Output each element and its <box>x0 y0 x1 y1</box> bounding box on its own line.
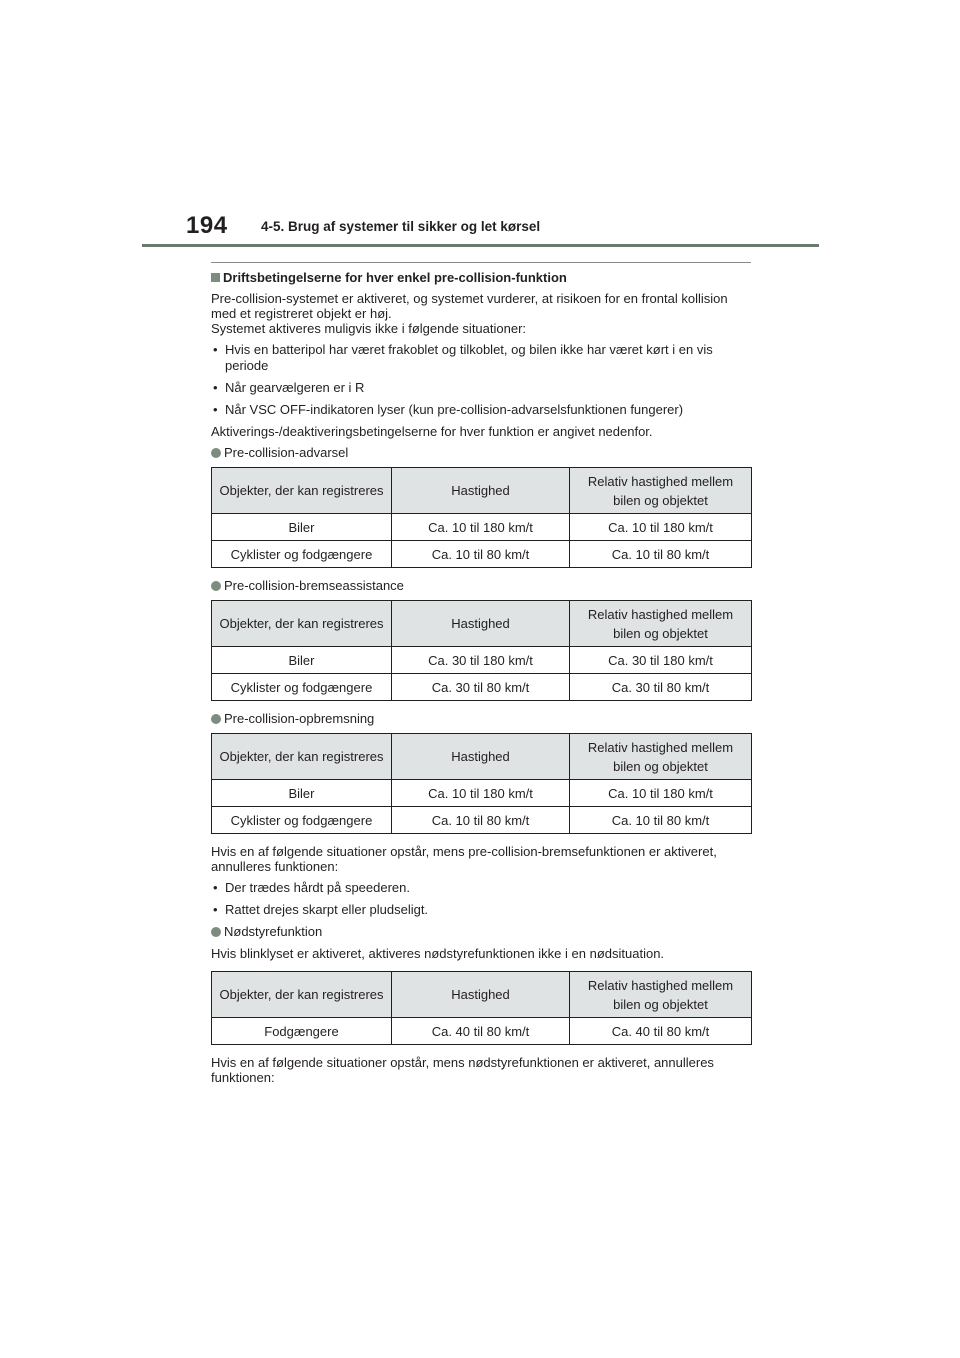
conditions-table <box>211 600 752 701</box>
table-row: Cyklister og fodgængere Ca. 10 til 80 km/t Ca. 10 til 80 km/t <box>212 541 752 568</box>
table-row: Biler Ca. 10 til 180 km/t Ca. 10 til 180 km/t <box>212 780 752 807</box>
column-header: Relativ hastighed mellem bilen og objektet <box>570 468 752 514</box>
column-header: Hastighed <box>392 468 570 514</box>
table-row: Fodgængere Ca. 40 til 80 km/t Ca. 40 til 80 km/t <box>212 1018 752 1045</box>
conditions-table <box>211 971 752 1045</box>
intro-paragraph: Pre-collision-systemet er aktiveret, og systemet vurderer, at risikoen for en frontal kollision med et registreret objekt er høj. <box>211 291 728 321</box>
table-row: Cyklister og fodgængere Ca. 10 til 80 km/t Ca. 10 til 80 km/t <box>212 807 752 834</box>
column-header: Relativ hastighed mellem bilen og objektet <box>570 734 752 780</box>
square-bullet-icon <box>211 273 220 282</box>
chapter-title: 4-5. Brug af systemer til sikker og let kørsel <box>261 219 541 234</box>
conditions-table <box>211 467 752 568</box>
subsection-heading: Pre-collision-bremseassistance <box>211 578 751 594</box>
table-header-row <box>212 734 752 780</box>
column-header: Hastighed <box>392 972 570 1018</box>
column-header: Objekter, der kan registreres <box>212 468 392 514</box>
page-number: 194 <box>186 212 228 239</box>
column-header: Objekter, der kan registreres <box>212 601 392 647</box>
bullet-dot-icon: • <box>213 902 218 917</box>
header-divider <box>142 244 819 247</box>
conditions-paragraph: Aktiverings-/deaktiveringsbetingelserne for hver funktion er angivet nedenfor. <box>211 424 653 439</box>
circle-bullet-icon <box>211 581 221 591</box>
list-item: • Når VSC OFF-indikatoren lyser (kun pre-collision-advarselsfunktionen fungerer) <box>213 402 684 417</box>
column-header: Objekter, der kan registreres <box>212 734 392 780</box>
table-row: Biler Ca. 30 til 180 km/t Ca. 30 til 180 km/t <box>212 647 752 674</box>
section-divider <box>211 262 751 263</box>
bullet-dot-icon: • <box>213 380 218 395</box>
subsection-heading: Pre-collision-opbremsning <box>211 711 751 727</box>
column-header: Relativ hastighed mellem bilen og objektet <box>570 972 752 1018</box>
table-header-row <box>212 972 752 1018</box>
bullet-dot-icon: • <box>213 342 218 357</box>
conditions-table <box>211 733 752 834</box>
page-content <box>211 262 751 1091</box>
subsection-heading: Nødstyrefunktion <box>211 924 751 940</box>
list-item: • Hvis en batteripol har været frakoblet og tilkoblet, og bilen ikke har været kørt i en vis periode <box>213 342 713 373</box>
table-header-row <box>212 468 752 514</box>
circle-bullet-icon <box>211 448 221 458</box>
column-header: Hastighed <box>392 601 570 647</box>
cancel-conditions-paragraph: Hvis en af følgende situationer opstår, mens nødstyrefunktionen er aktiveret, annulleres funktionen: <box>211 1055 714 1085</box>
table-row: Biler Ca. 10 til 180 km/t Ca. 10 til 180 km/t <box>212 514 752 541</box>
table-header-row <box>212 601 752 647</box>
intro-paragraph: Systemet aktiveres muligvis ikke i følgende situationer: <box>211 321 527 336</box>
column-header: Relativ hastighed mellem bilen og objektet <box>570 601 752 647</box>
circle-bullet-icon <box>211 927 221 937</box>
column-header: Hastighed <box>392 734 570 780</box>
bullet-dot-icon: • <box>213 402 218 417</box>
emergency-steering-paragraph: Hvis blinklyset er aktiveret, aktiveres nødstyrefunktionen ikke i en nødsituation. <box>211 946 665 961</box>
cancel-conditions-paragraph: Hvis en af følgende situationer opstår, mens pre-collision-bremsefunktionen er aktiveret, annulleres funktionen: <box>211 844 717 874</box>
column-header: Objekter, der kan registreres <box>212 972 392 1018</box>
subsection-heading: Pre-collision-advarsel <box>211 445 751 461</box>
circle-bullet-icon <box>211 714 221 724</box>
section-heading <box>211 269 751 285</box>
section-heading-text: Driftsbetingelserne for hver enkel pre-collision-funktion <box>223 269 567 285</box>
table-row: Cyklister og fodgængere Ca. 30 til 80 km/t Ca. 30 til 80 km/t <box>212 674 752 701</box>
list-item: • Der trædes hårdt på speederen. <box>213 880 410 895</box>
list-item: • Når gearvælgeren er i R <box>213 380 365 395</box>
list-item: • Rattet drejes skarpt eller pludseligt. <box>213 902 429 917</box>
bullet-dot-icon: • <box>213 880 218 895</box>
